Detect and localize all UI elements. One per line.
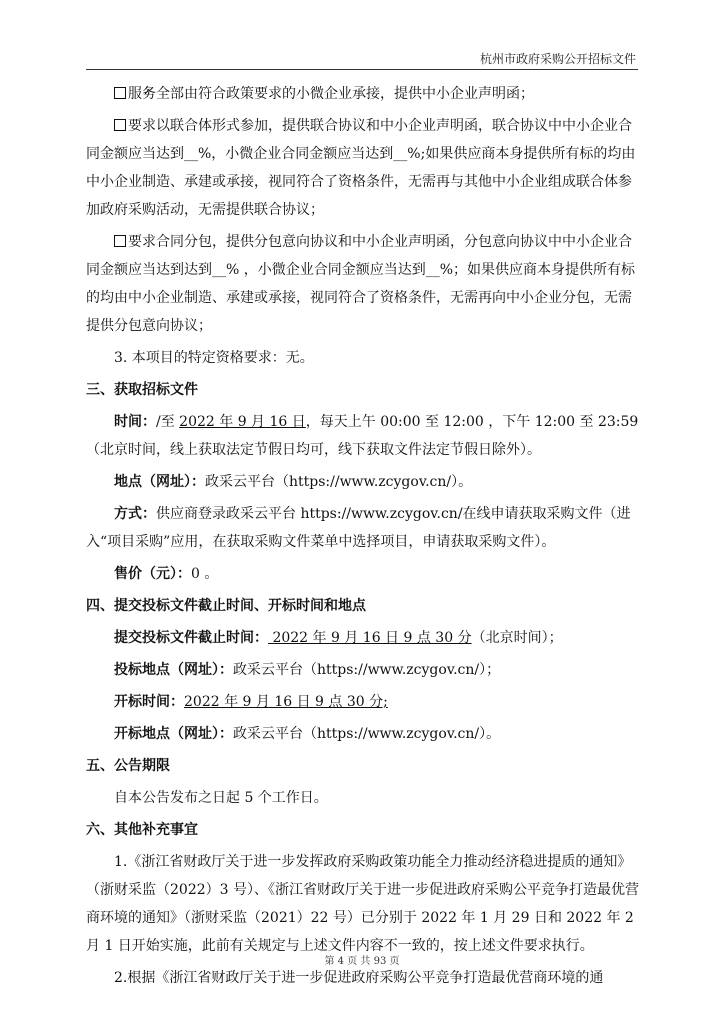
checkbox-empty-icon — [114, 119, 126, 131]
running-header: 杭州市政府采购公开招标文件 — [479, 52, 636, 66]
section-heading-4: 四、提交投标文件截止时间、开标时间和地点 — [86, 598, 366, 614]
open-time: 开标时间：2022 年 9 月 16 日 9 点 30 分; — [114, 694, 388, 710]
checkbox-empty-icon — [114, 235, 126, 247]
get-doc-time: 时间：/至 2022 年 9 月 16 日，每天上午 00:00 至 12:00 ，下午 12:00 至 23:59（北京时间，线上获取法定节假日均可，线下获取文件法定节假日除外）。 — [86, 414, 639, 458]
section-heading-3: 三、获取招标文件 — [86, 382, 198, 398]
item-specific-qualification: 3. 本项目的特定资格要求：无。 — [114, 350, 314, 366]
header-rule — [86, 69, 638, 70]
supplement-note-1: 1.《浙江省财政厅关于进一步发挥政府采购政策功能全力推动经济稳进提质的通知》（浙财采监（2022）3 号）、《浙江省财政厅关于进一步促进政府采购公平竞争打造最优营商环境的通知》（浙财采监（2021）22 号）已分别于 2022 年 1 月 29 日和 2022 年 2 月 1 日开始实施，此前有关规定与上述文件内容不一致的，按上述文件要求执行。 — [86, 854, 639, 954]
page-number: 第 4 页 共 93 页 — [324, 956, 400, 967]
section-heading-5: 五、公告期限 — [86, 758, 170, 774]
get-doc-place: 地点（网址）：政采云平台（https://www.zcygov.cn/）。 — [114, 474, 473, 490]
supplement-note-2: 2.根据《浙江省财政厅关于进一步促进政府采购公平竞争打造最优营商环境的通 — [114, 970, 604, 986]
notice-period: 自本公告发布之日起 5 个工作日。 — [114, 790, 328, 806]
bid-deadline: 提交投标文件截止时间： 2022 年 9 月 16 日 9 点 30 分（北京时间）； — [114, 630, 563, 646]
option-small-enterprise: ✓服务全部由符合政策要求的小微企业承接，提供中小企业声明函； — [86, 80, 640, 108]
checkbox-checked-icon — [114, 87, 126, 99]
option-consortium: 要求以联合体形式参加，提供联合协议和中小企业声明函，联合协议中中小企业合同金额应当达到__%，小微企业合同金额应当达到__%;如果供应商本身提供所有标的均由中小企业制造、承建或承接，视同符合了资格条件，无需再与其他中小企业组成联合体参加政府采购活动，无需提供联合协议； — [86, 118, 636, 218]
get-doc-price: 售价（元）：0 。 — [114, 566, 219, 582]
section-heading-6: 六、其他补充事宜 — [86, 822, 198, 838]
document-body — [86, 80, 640, 992]
get-doc-method: 方式：供应商登录政采云平台 https://www.zcygov.cn/在线申请获取采购文件（进入“项目采购”应用，在获取采购文件菜单中选择项目，申请获取采购文件）。 — [86, 506, 631, 550]
open-place: 开标地点（网址）：政采云平台（https://www.zcygov.cn/）。 — [114, 726, 501, 742]
option-subcontract: 要求合同分包，提供分包意向协议和中小企业声明函，分包意向协议中中小企业合同金额应当达到达到__% ，小微企业合同金额应当达到__%；如果供应商本身提供所有标的均由中小企业制造、承建或承接，视同符合了资格条件，无需再向中小企业分包，无需提供分包意向协议； — [86, 234, 636, 334]
bid-place: 投标地点（网址）：政采云平台（https://www.zcygov.cn/）； — [114, 662, 501, 678]
